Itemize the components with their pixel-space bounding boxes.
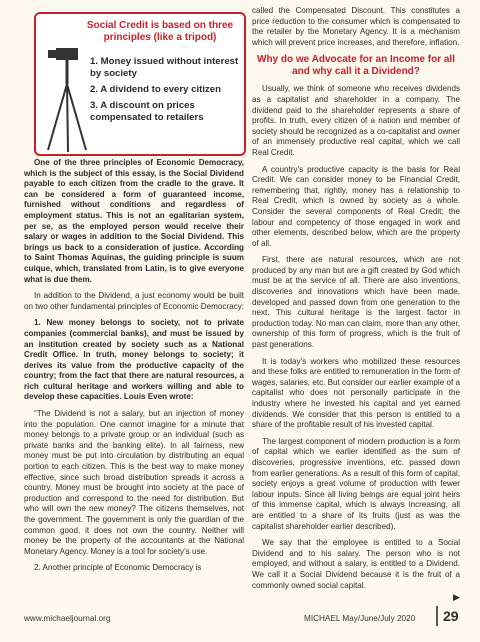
footer-website: www.michaeljournal.org (24, 614, 111, 623)
paragraph: We say that the employee is entitled to a Social Dividend and to his salary. The person who is not employed, and without a salary, is entitled to a Dividend. We call it a Social Dividend because it is the fruit of a commonly owned social capital. (252, 538, 460, 590)
paragraph-principle-2: 2. Another principle of Economic Democracy is (34, 563, 202, 573)
quote-paragraph: “The Dividend is not a salary, but an injection of money into the population. One cannot imagine for a minute that money belongs to a private group or an individual (such as private banks and the banking elite). In all fairness, new money must be put into circulation by distributing an equal portion to each citizen. This is the best way to make money effective, since such broad distribution spreads it across a country. Money must be brought into society at the pace of production and correspond to the need for distribution. But who will own the new money? The citizens themselves, not the government. The government is only the guardian of the common good, it does not own the country. Neither will money be the property of the accountants at the National Monetary Agency. Money is a tool for society’s use. (24, 409, 244, 556)
left-column (24, 158, 244, 580)
principle-item: 1. Money issued without interest by society (90, 56, 239, 79)
paragraph: called the Compensated Discount. This constitutes a price reduction to the consumer which is compensated to the retailer by the Monetary Agency. It is a mechanism which will prevent price increases, and therefore, inflation. (252, 6, 460, 47)
paragraph: In addition to the Dividend, a just economy would be built on two other fundamental principles of Economic Democracy: (24, 291, 244, 311)
page-number: 29 (443, 608, 459, 624)
right-column (252, 6, 460, 597)
box-title: Social Credit is based on three principles (like a tripod) (86, 20, 234, 43)
paragraph: A country’s productive capacity is the basis for Real Credit. We can consider money to be Financial Credit, remembering that, rightly, money has a relationship to Real Credit, which is owned by society as a whole. Consider the several components of Real Credit: the labour and competency of those engaged in work and other elements, described below, which are the property of all. (252, 164, 460, 248)
paragraph: It is today’s workers who mobilized these resources and these folks are entitled to remuneration in the form of wages, salaries, etc. But consider our earlier example of a capitalist who does not personally participate in the industry where he invested his capital and yet earned dividends. We consider that this person is entitled to a share of the profitable result of his invested capital. (252, 356, 460, 430)
intro-paragraph: One of the three principles of Economic Democracy, which is the subject of this essay, is the Social Dividend payable to each citizen from the cradle to the grave. It can be considered a form of guaranteed income, furnished without conditions and regardless of employment status. This is not an egalitarian system, per se, as the employed person would receive their salary or wages in addition to the Social Dividend. This brings us back to a consideration of justice. According to Saint Thomas Aquinas, the guiding principle is suum cuique, which, translated from Latin, is to give everyone what is due them. (24, 158, 244, 284)
principle-item: 2. A dividend to every citizen (90, 84, 221, 95)
paragraph: The largest component of modern production is a form of capital which we earlier identified as the sum of discoveries, progressive inventions, etc. passed down from earlier generations. As a result of this form of capital, society enjoys a great volume of production with fewer labour inputs. Since all living beings are equal joint heirs of this immense capital, which is always increasing, all are entitled to a share of its fruits (just as was the capitalist shareholder earlier described). (252, 436, 460, 531)
footer-issue: MICHAEL May/June/July 2020 (304, 614, 416, 623)
tripod-icon (42, 44, 94, 154)
continue-arrow-icon: ▶ (453, 592, 460, 602)
principles-list (90, 56, 240, 128)
paragraph: Usually, we think of someone who receives dividends as a capitalist and shareholder in a company. The dividend paid to the shareholder represents a share of profits. In truth, every citizen of a nation and member of society should be recognized as a co-capitalist and owner of an immensely productive real capital, which we call Real Credit. (252, 84, 460, 157)
section-heading: Why do we Advocate for an Income for all and why call it a Dividend? (257, 54, 455, 78)
principle-item: 3. A discount on prices compensated to retailers (90, 100, 204, 123)
paragraph: First, there are natural resources, which are not produced by any man but are a gift created by God which must be at the service of all. There are also inventions, discoveries and innovations which have been made, developed and passed down from one generation to the next. This cultural heritage is the largest factor in production today. No man can claim, more than any other, ownership of this form of progress, which is the fruit of past generations. (252, 255, 460, 350)
principles-box (34, 12, 246, 156)
paragraph-principle-1: 1. New money belongs to society, not to private companies (commercial banks), and must be issued by an institution created by society such as a National Credit Office. In truth, money belongs to society; it derives its value from the productive capacity of the country; from the fact that there are natural resources, a rich cultural heritage and workers willing and able to develop these capacities. Louis Even wrote: (24, 318, 244, 402)
footer-divider (436, 606, 438, 626)
